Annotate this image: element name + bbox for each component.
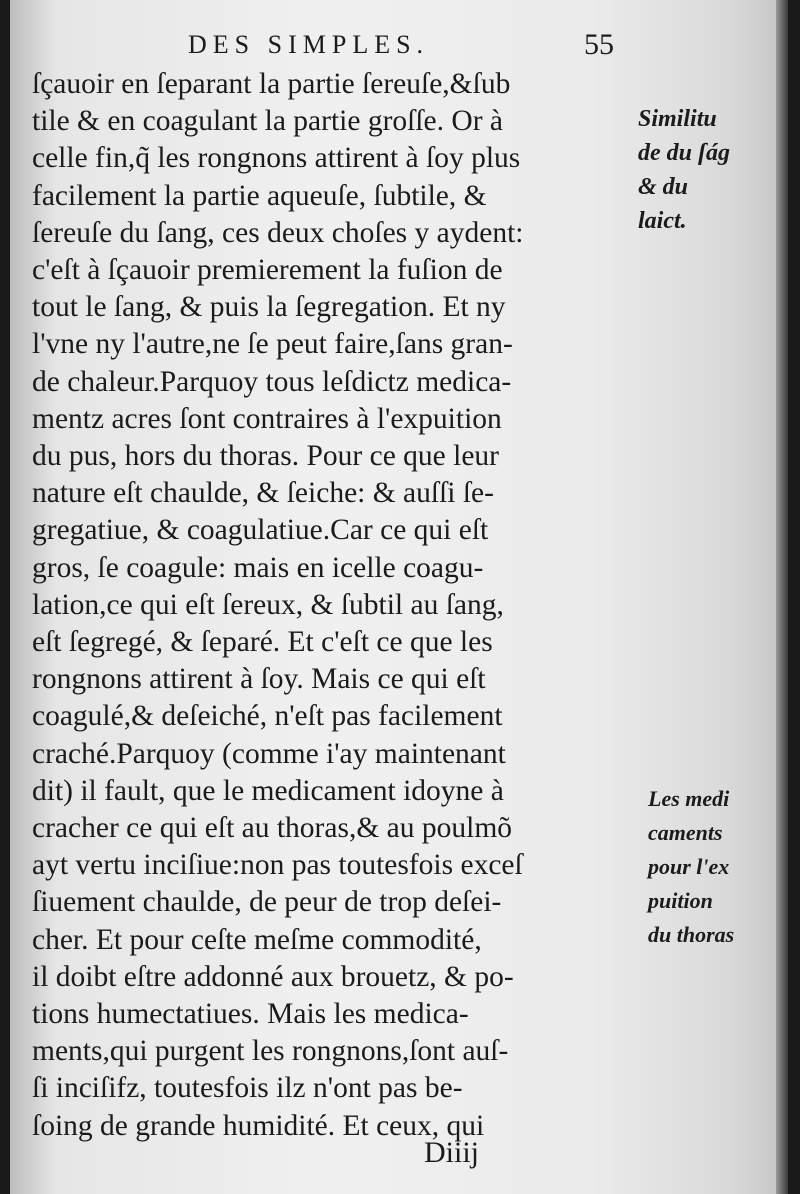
text-line: ſi inciſifz, toutesfois ilz n'ont pas be- xyxy=(32,1072,463,1105)
signature-mark: Diiij xyxy=(424,1136,480,1169)
text-line: il doibt eſtre addonné aux brouetz, & po- xyxy=(32,960,514,993)
marginal-note-line: puition xyxy=(648,888,713,913)
text-line: gregatiue, & coagulatiue.Car ce qui eſt xyxy=(32,514,489,547)
text-line: mentz acres ſont contraires à l'expuition xyxy=(32,402,502,435)
text-line: lation,ce qui eſt ſereux, & ſubtil au ſang, xyxy=(32,588,504,621)
text-line: coagulé,& deſeiché, n'eſt pas facilement xyxy=(32,700,503,733)
marginal-note-line: caments xyxy=(648,820,723,845)
text-line: tout le ſang, & puis la ſegregation. Et ny xyxy=(32,291,506,324)
running-head: DES SIMPLES. xyxy=(188,30,430,59)
text-line: tions humectatiues. Mais les medica- xyxy=(32,998,469,1031)
text-line: l'vne ny l'autre,ne ſe peut faire,ſans gran- xyxy=(32,328,513,361)
text-line: dit) il fault, que le medicament idoyne à xyxy=(32,774,504,807)
marginal-note-medicaments xyxy=(648,782,734,952)
text-line: gros, ſe coagule: mais en icelle coagu- xyxy=(32,551,484,584)
marginal-note-line: laict. xyxy=(638,208,687,234)
page-header xyxy=(0,30,800,66)
text-line: cracher ce qui eſt au thoras,& au poulmõ xyxy=(32,812,513,845)
text-line: ſiuement chaulde, de peur de trop deſei- xyxy=(32,886,502,919)
text-line: c'eſt à ſçauoir premierement la fuſion de xyxy=(32,254,503,287)
text-line: tile & en coagulant la partie groſſe. Or à xyxy=(32,105,503,138)
text-line: cher. Et pour ceſte meſme commodité, xyxy=(32,923,482,956)
text-line: rongnons attirent à ſoy. Mais ce qui eſt xyxy=(32,663,486,696)
text-line: celle fin,q̃ les rongnons attirent à ſoy plus xyxy=(32,142,521,175)
page-number: 55 xyxy=(584,28,614,61)
marginal-note-line: de du ſág xyxy=(638,140,730,166)
text-line: ſoing de grande humidité. Et ceux, qui xyxy=(32,1109,485,1142)
text-line: de chaleur.Parquoy tous leſdictz medica- xyxy=(32,365,512,398)
body-text xyxy=(32,66,642,1145)
text-line: eſt ſegregé, & ſeparé. Et c'eſt ce que les xyxy=(32,626,493,659)
marginal-note-line: pour l'ex xyxy=(648,854,730,879)
marginal-note-line: Les medi xyxy=(648,786,730,811)
text-line: craché.Parquoy (comme i'ay maintenant xyxy=(32,737,506,770)
marginal-note-line: Similitu xyxy=(638,106,717,132)
marginal-note-similitude xyxy=(638,102,730,238)
text-line: ments,qui purgent les rongnons,ſont auſ- xyxy=(32,1035,509,1068)
marginal-note-line: & du xyxy=(638,174,689,200)
marginal-note-line: du thoras xyxy=(648,922,735,947)
text-line: ſçauoir en ſeparant la partie ſereuſe,&ſub xyxy=(32,68,511,100)
text-line: du pus, hors du thoras. Pour ce que leur xyxy=(32,440,500,473)
text-line: ayt vertu inciſiue:non pas toutesfois exceſ xyxy=(32,849,523,882)
page-edge xyxy=(776,0,788,1194)
text-line: nature eſt chaulde, & ſeiche: & auſſi ſe- xyxy=(32,477,494,510)
text-line: facilement la partie aqueuſe, ſubtile, & xyxy=(32,179,487,212)
text-line: ſereuſe du ſang, ces deux choſes y aydent: xyxy=(32,216,524,249)
